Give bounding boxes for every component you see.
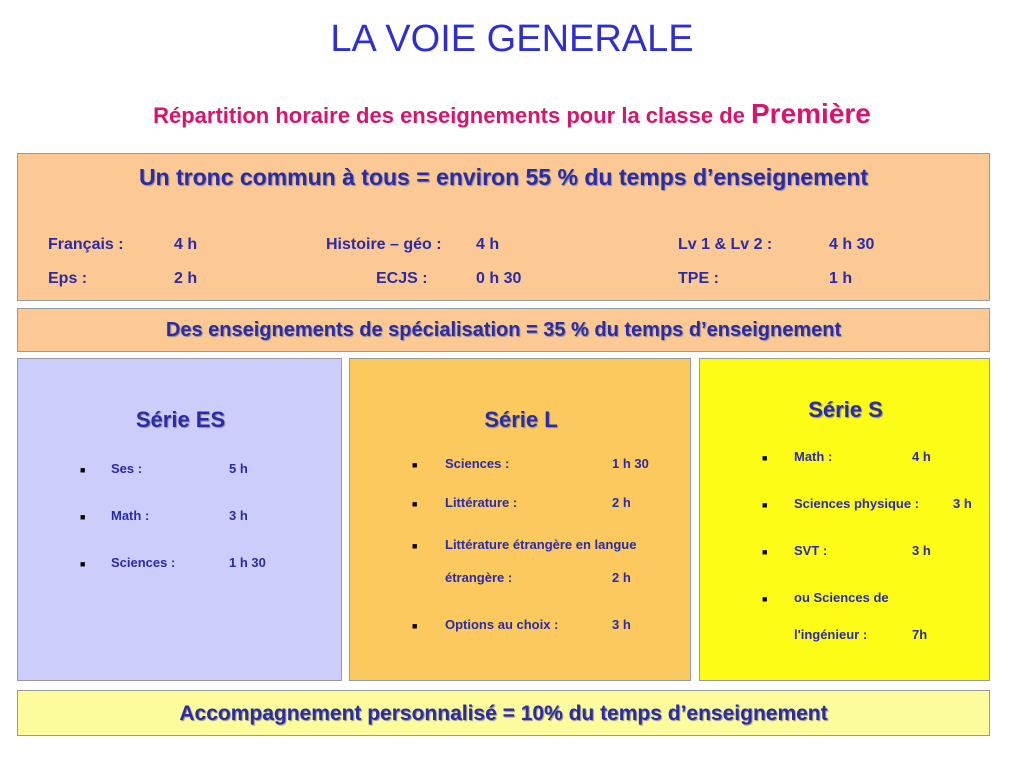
row1-label2: Histoire – géo :: [326, 236, 442, 253]
bullet-icon: ■: [412, 621, 418, 631]
l-item-label: Littérature étrangère en langue: [445, 537, 637, 552]
es-item-value: 5 h: [229, 461, 248, 476]
l-item-label-line2: étrangère :: [445, 570, 513, 585]
specialisation-box: [17, 308, 990, 352]
subtitle-prefix: Répartition horaire des enseignements pour la classe de: [153, 103, 745, 128]
s-item-label: SVT :: [794, 543, 828, 558]
accompagnement-box: [17, 690, 990, 736]
row2-label2: ECJS :: [376, 270, 428, 287]
tronc-commun-box: [17, 153, 990, 301]
serie-s-box: [699, 358, 990, 681]
s-item-label-line2: l'ingénieur :: [794, 627, 868, 642]
es-item-label: Math :: [111, 508, 150, 523]
row2-value2: 0 h 30: [476, 270, 522, 287]
l-item-value: 3 h: [612, 617, 631, 632]
bullet-icon: ■: [762, 453, 768, 463]
es-item-value: 1 h 30: [229, 555, 266, 570]
l-item-label: Options au choix :: [445, 617, 559, 632]
es-item-label: Sciences :: [111, 555, 176, 570]
row1-label1: Français :: [48, 236, 124, 253]
specialisation-heading: Des enseignements de spécialisation = 35 % du temps d’enseignement: [165, 319, 842, 341]
row1-value3: 4 h 30: [829, 236, 875, 253]
bullet-icon: ■: [80, 512, 86, 522]
l-item-value: 2 h: [612, 570, 631, 585]
bullet-icon: ■: [412, 499, 418, 509]
row1-label3: Lv 1 & Lv 2 :: [678, 236, 773, 253]
l-item-label: Sciences :: [445, 456, 510, 471]
s-item-value: 3 h: [912, 543, 931, 558]
s-item-value: 4 h: [912, 449, 931, 464]
row1-value1: 4 h: [174, 236, 198, 253]
es-item-label: Ses :: [111, 461, 143, 476]
s-item-value: 3 h: [953, 496, 972, 511]
bullet-icon: ■: [80, 559, 86, 569]
row2-label3: TPE :: [678, 270, 719, 287]
serie-es-title: Série ES: [135, 407, 226, 432]
bullet-icon: ■: [762, 547, 768, 557]
es-item-value: 3 h: [229, 508, 248, 523]
s-item-value: 7h: [912, 627, 928, 642]
row2-label1: Eps :: [48, 270, 88, 287]
bullet-icon: ■: [412, 460, 418, 470]
accompagnement-heading: Accompagnement personnalisé = 10% du temps d’enseignement: [179, 702, 828, 725]
s-item-label: Sciences physique :: [794, 496, 919, 511]
tronc-commun-heading: Un tronc commun à tous = environ 55 % du temps d’enseignement: [138, 164, 869, 190]
page-subtitle: [0, 98, 1024, 130]
serie-l-box: [349, 358, 691, 681]
s-item-label: Math :: [794, 449, 833, 464]
serie-l-title: Série L: [484, 407, 558, 432]
bullet-icon: ■: [80, 465, 86, 475]
l-item-label: Littérature :: [445, 495, 518, 510]
serie-s-title: Série S: [808, 397, 883, 422]
bullet-icon: ■: [412, 541, 418, 551]
bullet-icon: ■: [762, 594, 768, 604]
page-title: LA VOIE GENERALE: [330, 18, 694, 60]
bullet-icon: ■: [762, 500, 768, 510]
row1-value2: 4 h: [476, 236, 500, 253]
s-item-label: ou Sciences de: [794, 590, 889, 605]
l-item-value: 1 h 30: [612, 456, 649, 471]
serie-es-box: [17, 358, 342, 681]
row2-value3: 1 h: [829, 270, 853, 287]
subtitle-emphasis: Première: [751, 98, 871, 129]
l-item-value: 2 h: [612, 495, 631, 510]
row2-value1: 2 h: [174, 270, 198, 287]
